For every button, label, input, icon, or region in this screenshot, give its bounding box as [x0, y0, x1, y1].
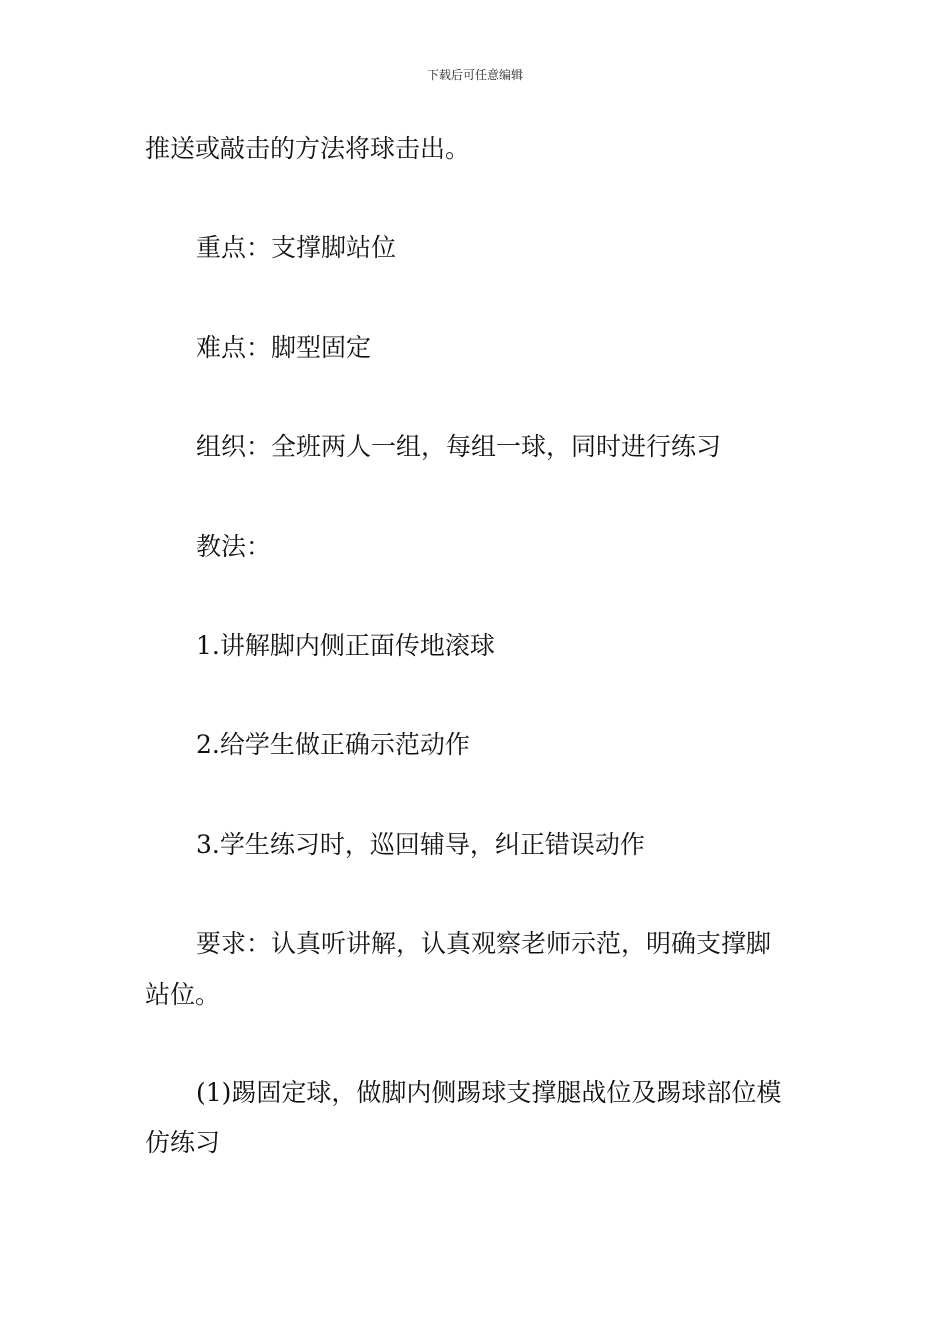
paragraph-teaching-method: 教法：	[196, 532, 272, 561]
paragraph-key-point: 重点：支撑脚站位	[196, 233, 397, 262]
paragraph-difficulty: 难点：脚型固定	[196, 333, 372, 362]
paragraph-exercise-1: (1)踢固定球，做脚内侧踢球支撑腿战位及踢球部位模	[196, 1078, 782, 1107]
list-item-1: 1.讲解脚内侧正面传地滚球	[196, 631, 495, 660]
paragraph-organization: 组织：全班两人一组，每组一球，同时进行练习	[196, 432, 722, 461]
list-item-3: 3.学生练习时，巡回辅导，纠正错误动作	[196, 830, 645, 859]
paragraph-line: 推送或敲击的方法将球击出。	[145, 134, 471, 163]
paragraph-requirements: 要求：认真听讲解，认真观察老师示范，明确支撑脚	[196, 929, 772, 958]
paragraph-requirements-cont: 站位。	[145, 980, 221, 1009]
list-item-2: 2.给学生做正确示范动作	[196, 730, 470, 759]
paragraph-exercise-1-cont: 仿练习	[145, 1128, 221, 1157]
page-header: 下载后可任意编辑	[426, 68, 523, 82]
